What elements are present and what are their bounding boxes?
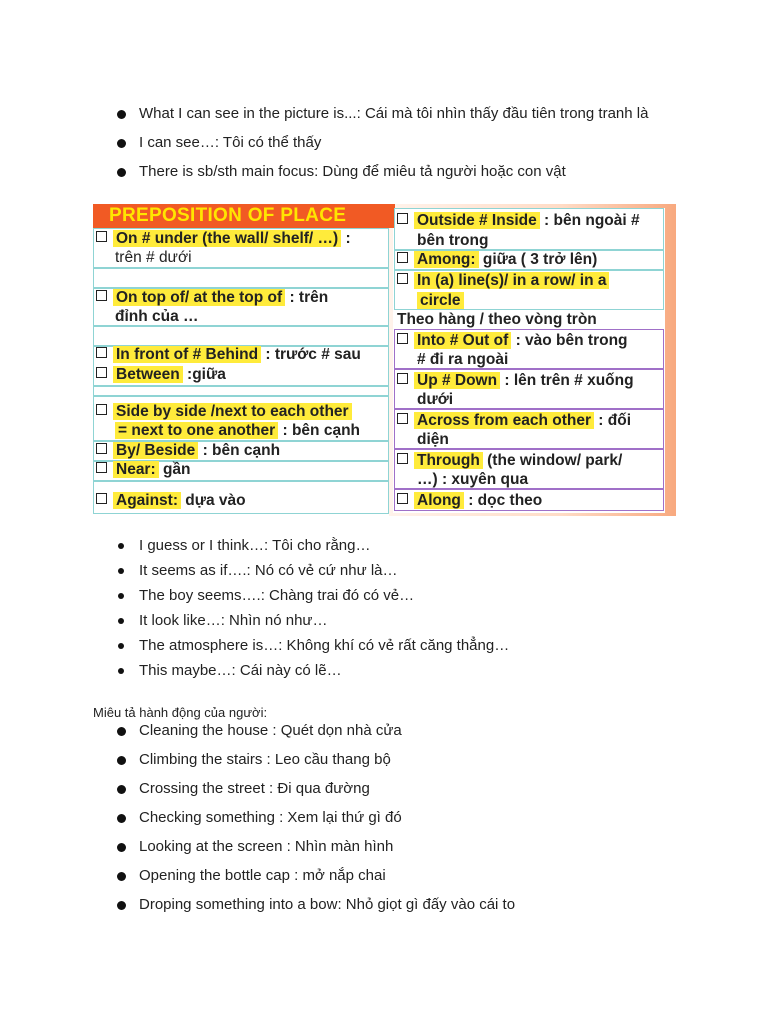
list-item: Crossing the street : Đi qua đường: [115, 780, 515, 798]
preposition-entry: Near: gần: [96, 460, 191, 479]
preposition-translation: # đi ra ngoài: [417, 351, 509, 368]
preposition-translation: đỉnh của …: [115, 308, 199, 325]
checkbox-icon: [96, 404, 107, 415]
checkbox-icon: [96, 367, 107, 378]
preposition-entry: On # under (the wall/ shelf/ …) :: [96, 229, 351, 248]
checkbox-icon: [96, 347, 107, 358]
checkbox-icon: [397, 273, 408, 284]
preposition-entry: Into # Out of : vào bên trong: [397, 331, 628, 350]
checkbox-icon: [397, 373, 408, 384]
section-label: Miêu tả hành động của người:: [93, 705, 268, 720]
preposition-entry: Between :giữa: [96, 365, 226, 384]
action-bullet-list: [115, 722, 515, 914]
checkbox-icon: [397, 453, 408, 464]
preposition-translation: …) : xuyên qua: [417, 471, 529, 488]
phrase-bullet-list: [115, 537, 509, 680]
preposition-translation: trên # dưới: [115, 249, 192, 266]
preposition-translation: circle: [417, 291, 464, 310]
table-cell: [93, 268, 389, 288]
preposition-entry: By/ Beside : bên cạnh: [96, 441, 280, 460]
list-item: It look like…: Nhìn nó như…: [115, 612, 509, 630]
list-item: Checking something : Xem lại thứ gì đó: [115, 809, 515, 827]
list-item: I can see…: Tôi có thể thấy: [115, 134, 648, 152]
infographic-title-banner: [93, 204, 395, 228]
preposition-entry: Through (the window/ park/: [397, 451, 622, 470]
list-item: I guess or I think…: Tôi cho rằng…: [115, 537, 509, 555]
list-item: Climbing the stairs : Leo cầu thang bộ: [115, 751, 515, 769]
preposition-translation: = next to one another : bên cạnh: [115, 421, 360, 440]
preposition-infographic: [93, 204, 676, 516]
list-item: Looking at the screen : Nhìn màn hình: [115, 838, 515, 856]
list-item: What I can see in the picture is...: Cái mà tôi nhìn thấy đầu tiên trong tranh là: [115, 105, 648, 123]
checkbox-icon: [96, 462, 107, 473]
checkbox-icon: [96, 493, 107, 504]
preposition-entry: Across from each other : đối: [397, 411, 631, 430]
list-item: The boy seems….: Chàng trai đó có vẻ…: [115, 587, 509, 605]
preposition-translation: dưới: [417, 391, 454, 408]
preposition-entry: Among: giữa ( 3 trở lên): [397, 250, 597, 269]
checkbox-icon: [397, 413, 408, 424]
list-item: Opening the bottle cap : mở nắp chai: [115, 867, 515, 885]
preposition-entry: On top of/ at the top of : trên: [96, 288, 328, 307]
preposition-entry: In (a) line(s)/ in a row/ in a: [397, 271, 609, 290]
preposition-entry: Against: dựa vào: [96, 491, 246, 510]
list-item: It seems as if….: Nó có vẻ cứ như là…: [115, 562, 509, 580]
checkbox-icon: [397, 493, 408, 504]
preposition-entry: In front of # Behind : trước # sau: [96, 345, 361, 364]
checkbox-icon: [397, 213, 408, 224]
preposition-translation: diện: [417, 431, 449, 448]
preposition-entry: Along : dọc theo: [397, 491, 542, 510]
list-item: The atmosphere is…: Không khí có vẻ rất căng thẳng…: [115, 637, 509, 655]
checkbox-icon: [96, 443, 107, 454]
preposition-note: Theo hàng / theo vòng tròn: [397, 311, 597, 328]
checkbox-icon: [397, 333, 408, 344]
checkbox-icon: [96, 231, 107, 242]
preposition-entry: Up # Down : lên trên # xuống: [397, 371, 634, 390]
table-cell: [93, 326, 389, 346]
checkbox-icon: [397, 252, 408, 263]
table-cell: [93, 386, 389, 396]
list-item: There is sb/sth main focus: Dùng để miêu tả người hoặc con vật: [115, 163, 648, 181]
list-item: Droping something into a bow: Nhỏ giọt gì đấy vào cái to: [115, 896, 515, 914]
preposition-entry: Outside # Inside : bên ngoài #: [397, 211, 640, 230]
list-item: This maybe…: Cái này có lẽ…: [115, 662, 509, 680]
preposition-translation: bên trong: [417, 232, 489, 249]
checkbox-icon: [96, 290, 107, 301]
preposition-entry: Side by side /next to each other: [96, 402, 352, 421]
infographic-title: PREPOSITION OF PLACE: [109, 205, 347, 226]
list-item: Cleaning the house : Quét dọn nhà cửa: [115, 722, 515, 740]
top-bullet-list: [115, 105, 648, 181]
